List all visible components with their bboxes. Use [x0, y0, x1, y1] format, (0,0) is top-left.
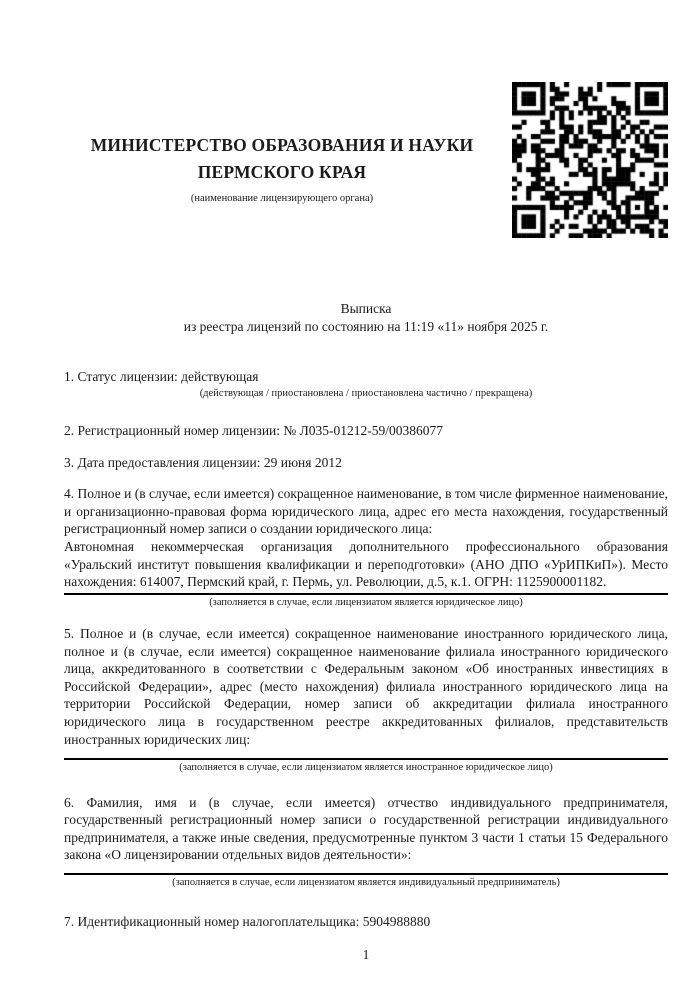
section-legal-entity: [64, 485, 668, 609]
taxpayer-number-text: 7. Идентификационный номер налогоплательщика: 5904988880: [64, 913, 431, 929]
section-foreign-entity: [64, 625, 668, 774]
individual-entrepreneur-label: 6. Фамилия, имя и (в случае, если имеется) отчество индивидуального предпринимателя, государственный регистрационный номер записи о государственной регистрации индивидуального предпринимателя, а также иные сведения, предусмотренные пунктом 3 части 1 статьи 15 Федерального закона «О лицензировании отдельных видов деятельности»:: [64, 794, 668, 863]
section-individual-entrepreneur: [64, 794, 668, 890]
licensing-authority-block: [64, 132, 500, 206]
qr-code-image: [512, 82, 668, 238]
legal-entity-hint: (заполняется в случае, если лицензиатом является юридическое лицо): [209, 596, 523, 608]
section-taxpayer-number: [64, 913, 668, 931]
fill-line-individual: [64, 873, 668, 875]
document-title-line1: Выписка: [340, 301, 392, 316]
document-title: [64, 300, 668, 335]
license-status-hint: (действующая / приостановлена / приостановлена частично / прекращена): [199, 387, 533, 399]
ministry-name: МИНИСТЕРСТВО ОБРАЗОВАНИЯ И НАУКИ ПЕРМСКОГО КРАЯ: [90, 135, 474, 182]
page-number: 1: [362, 947, 370, 963]
foreign-entity-hint: (заполняется в случае, если лицензиатом является иностранное юридическое лицо): [179, 762, 553, 774]
individual-entrepreneur-hint: (заполняется в случае, если лицензиатом является индивидуальный предприниматель): [172, 876, 560, 888]
foreign-entity-label: 5. Полное и (в случае, если имеется) сокращенное наименование иностранного юридического лица, полное и (в случае, если имеется) сокращенное наименование филиала иностранного юридического лица, аккредитованного в соответствии с Федеральным законом «Об иностранных инвестициях в Российской Федерации», адрес (место нахождения) филиала иностранного юридического лица на территории Российской Федерации, номер записи об аккредитации филиала иностранного юридического лица в государственном реестре аккредитованных филиалов, представительств иностранных юридических лиц:: [64, 626, 668, 747]
legal-entity-value: Автономная некоммерческая организация дополнительного профессионального образования «Уральский институт повышения квалификации и переподготовки» (АНО ДПО «УрИПКиП»). Место нахождения: 614007, Пермский край, г. Пермь, ул. Революции, д.5, к.1. ОГРН: 1125900001182.: [64, 539, 668, 590]
document-title-line2: из реестра лицензий по состоянию на 11:19 «11» ноября 2025 г.: [183, 318, 549, 334]
section-registration-number: [64, 422, 668, 440]
section-license-status: [64, 368, 668, 400]
ministry-name-caption: (наименование лицензирующего органа): [190, 193, 374, 204]
legal-entity-label: 4. Полное и (в случае, если имеется) сокращенное наименование, в том числе фирменное наименование, и организационно-правовая форма юридического лица, адрес его места нахождения, государственный регистрационный номер записи о создании юридического лица:: [64, 486, 668, 537]
section-grant-date: [64, 454, 668, 472]
grant-date-text: 3. Дата предоставления лицензии: 29 июня 2012: [64, 454, 342, 470]
registration-number-text: 2. Регистрационный номер лицензии: № Л035-01212-59/00386077: [64, 423, 444, 439]
fill-line-foreign-entity: [64, 758, 668, 760]
qr-code: [512, 82, 668, 238]
fill-line-legal-entity: [64, 593, 668, 595]
document-header: [64, 0, 668, 238]
license-status-text: 1. Статус лицензии: действующая: [64, 369, 259, 385]
